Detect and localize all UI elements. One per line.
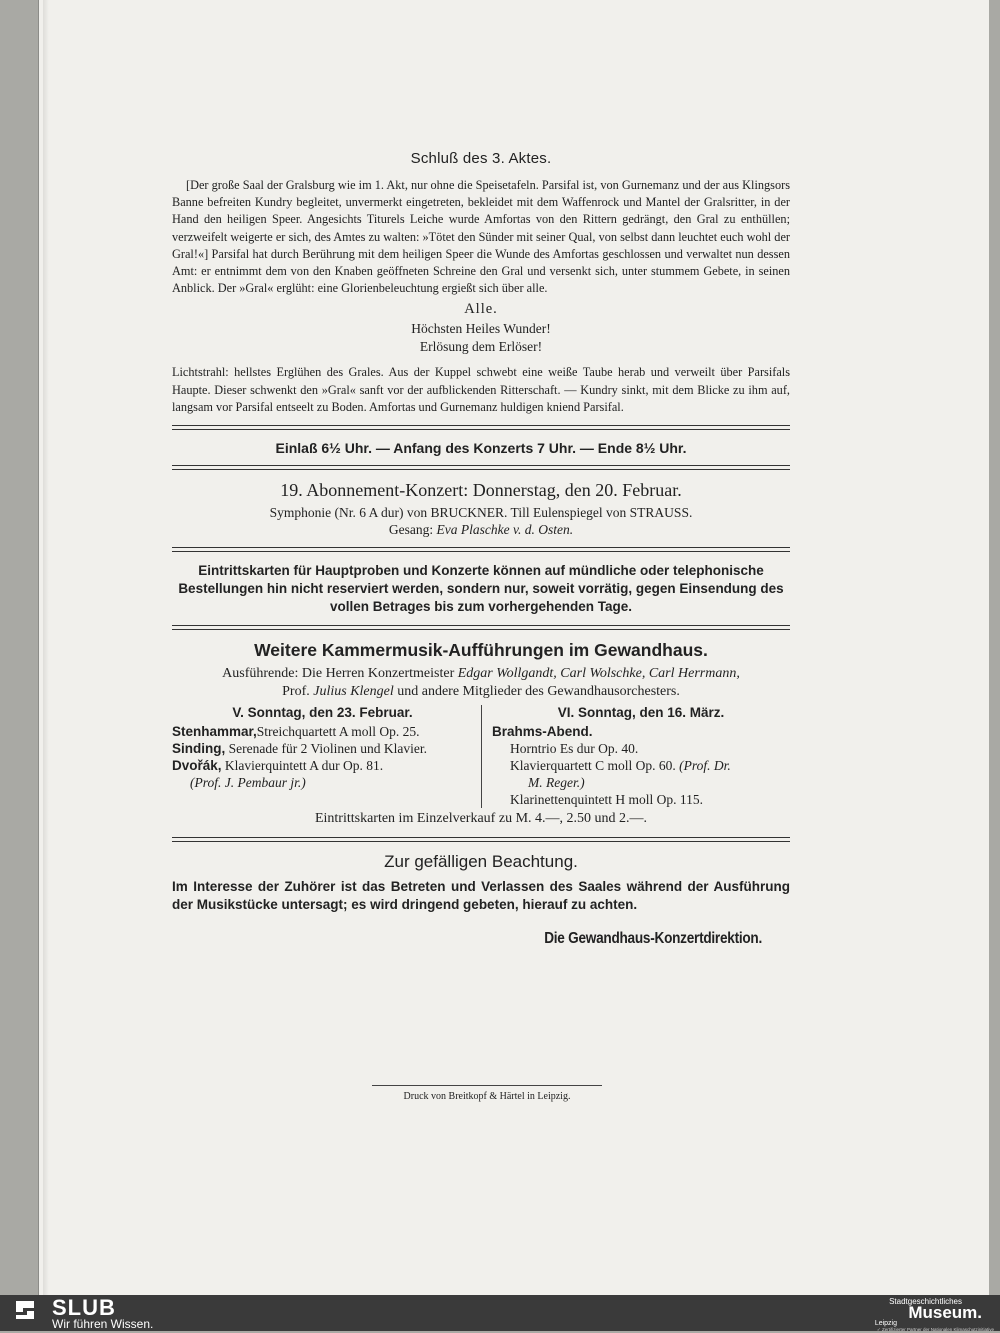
printer-imprint: Druck von Breitkopf & Härtel in Leipzig. [403,1091,571,1102]
performers-label: Ausführende: Die Herren Konzertmeister [222,666,455,682]
performers-line-1 [172,665,790,683]
divider [172,625,790,630]
next-concert-singer-line [172,521,790,538]
slub-tagline: Wir führen Wissen. [52,1317,154,1331]
singer-label: Gesang: [388,522,434,538]
concert-v-item-1 [172,723,473,740]
next-concert-title: 19. Abonnement-Konzert: Donnerstag, den 20. Februar. [280,480,682,501]
work: Klavierquartett C moll Op. 60. [510,758,676,774]
concert-times: Einlaß 6½ Uhr. — Anfang des Konzerts 7 Uhr. — Ende 8½ Uhr. [275,440,687,457]
work: Streichquartett A moll Op. 25. [256,724,420,740]
program-content [172,150,790,948]
chamber-music-title: Weitere Kammermusik-Aufführungen im Gewandhaus. [254,640,708,661]
divider [172,465,790,470]
composer: Stenhammar, [172,724,257,740]
performers-prof: Prof. [282,684,310,700]
composer: Dvořák, [172,758,222,774]
slub-logo-icon [14,1299,36,1321]
performer: (Prof. Dr. [679,758,731,774]
choir-line-1: Höchsten Heiles Wunder! [411,321,551,337]
viewer-footer-bar [0,1295,1000,1331]
act-end-heading: Schluß des 3. Aktes. [410,150,552,167]
chamber-concerts [172,705,790,808]
next-concert-program: Symphonie (Nr. 6 A dur) von BRUCKNER. Till Eulenspiegel von STRAUSS. [269,505,693,521]
stage-direction: [Der große Saal der Gralsburg wie im 1. Akt, nur ohne die Speisetafeln. Parsifal ist, von Gurnemanz und der aus Klingsors Banne befreiten Kundry begleitet, unvermerkt eingetreten, bekleidet mit dem Waffenrock und Mantel der Gralsritter, in der Hand den heiligen Speer. Angesichts Titurels Leiche wurde Amfortas von den Rittern gedrängt, den Gral zu enthüllen; verzweifelt weigerte er sich, des Amtes zu walten: »Tötet den Sünder mit seiner Qual, von selbst dann leuchtet euch wohl der Gral!«] Parsifal hat durch Berührung mit dem heiligen Speer die Wunde des Amfortas geschlossen und verwaltet nun dessen Amt: er entnimmt dem von den Knaben geöffneten Schreine den Gral und versenkt sich, unter stummem Gebete, in seinen Anblick. Der »Gral« erglüht: eine Glorienbeleuchtung ergießt sich über alle. [172,178,790,296]
concert-v [172,705,481,808]
divider [172,547,790,552]
concert-vi-item-3: Klarinettenquintett H moll Op. 115. [510,792,703,808]
concert-v-item-2 [172,740,473,757]
signature: Die Gewandhaus-Konzertdirektion. [544,930,762,948]
performers-names: Edgar Wollgandt, Carl Wolschke, Carl Herrmann, [457,666,740,682]
performers-line-2 [172,683,790,701]
printer-rule [372,1085,602,1086]
museum-note: ✓ Zertifizierter Partner der Nationalen Klimaschutzinitiative [876,1327,994,1332]
final-direction: Lichtstrahl: hellstes Erglühen des Grales. Aus der Kuppel schwebt eine weiße Taube herab und verweilt über Parsifals Haupte. Dieser schwenkt den »Gral« sanft vor der aufblickenden Ritterschaft. — Kundry sinkt, mit dem Blicke zu ihm auf, langsam vor Parsifal entseelt zu Boden. Amfortas und Gurnemanz huldigen kniend Parsifal. [172,365,790,414]
concert-v-item-3 [172,757,473,774]
singer-name: Eva Plaschke v. d. Osten. [436,522,574,538]
concert-vi-item-2 [492,757,790,774]
museum-city: Leipzig [874,1320,897,1327]
concert-v-heading: V. Sonntag, den 23. Februar. [232,705,413,721]
concert-v-performer: (Prof. J. Pembaur jr.) [190,775,306,791]
notice-heading: Zur gefälligen Beachtung. [384,852,578,872]
composer: Sinding, [172,741,226,757]
choir-line-2: Erlösung dem Erlöser! [419,339,543,355]
choir-label: Alle. [464,301,498,318]
work: Serenade für 2 Violinen und Klavier. [228,741,428,757]
notice-text: Im Interesse der Zuhörer ist das Betreten und Verlassen des Saales während der Ausführung der Musikstücke untersagt; es wird dringend gebeten, hierauf zu achten. [172,879,790,913]
concert-vi [481,705,790,808]
divider [172,837,790,842]
ticket-prices: Eintrittskarten im Einzelverkauf zu M. 4.—, 2.50 und 2.—. [314,811,648,827]
performers-klengel: Julius Klengel [313,684,394,700]
work: Klavierquintett A dur Op. 81. [224,758,384,774]
performers-rest: und andere Mitglieder des Gewandhausorchesters. [397,684,680,700]
page-binding-shadow [43,0,49,1295]
tickets-notice: Eintrittskarten für Hauptproben und Konzerte können auf mündliche oder telephonische Bestellungen hin nicht reserviert werden, sondern nur, soweit vorrätig, gegen Einsendung des vollen Betrages bis zum vorhergehenden Tage. [178,563,784,615]
concert-vi-performer: M. Reger.) [528,775,585,791]
museum-name: Museum. [908,1303,982,1322]
divider [172,425,790,430]
concert-vi-heading: VI. Sonntag, den 16. März. [557,705,725,721]
concert-vi-theme: Brahms-Abend. [492,724,593,740]
museum-prefix: Stadtgeschichtliches [889,1297,962,1306]
concert-vi-item-1: Horntrio Es dur Op. 40. [510,741,639,757]
slub-name: SLUB [52,1295,116,1320]
